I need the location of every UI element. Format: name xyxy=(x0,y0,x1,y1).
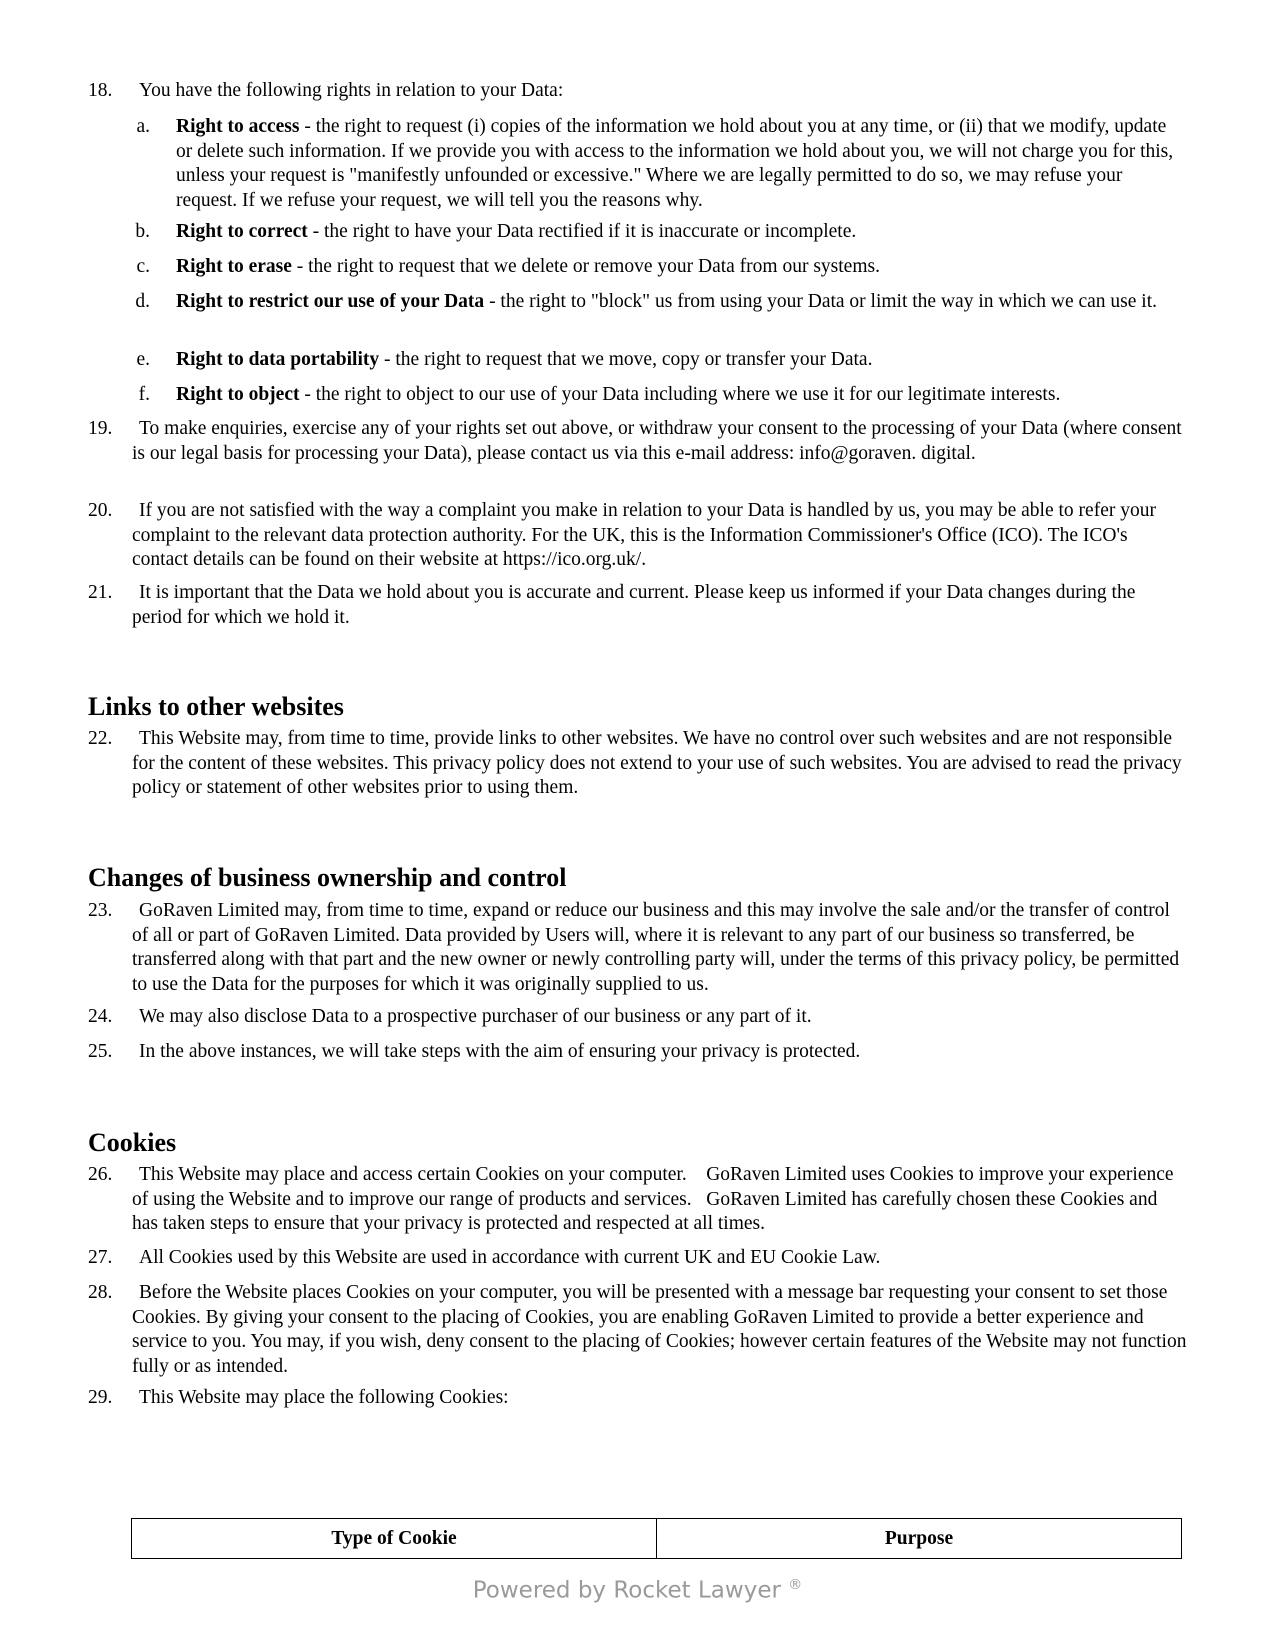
clause-23 xyxy=(88,899,1188,997)
clause-25 xyxy=(88,1040,1188,1065)
clause-text: This Website may place and access certain Cookies on your computer. GoRaven Limited uses Cookies to improve your experience of using the Website and to improve our range of products and services. GoRaven Limited has carefully chosen these Cookies and has taken steps to ensure that your privacy is protected and respected at all times. xyxy=(132,1164,1179,1234)
right-text: - the right to request that we move, copy or transfer your Data. xyxy=(379,349,873,370)
right-text: - the right to object to our use of your Data including where we use it for our legitimate interests. xyxy=(299,384,1061,405)
right-item-a xyxy=(136,115,1180,213)
right-item-d xyxy=(135,290,1180,315)
clause-text: Before the Website places Cookies on your computer, you will be presented with a message bar requesting your consent to set those Cookies. By giving your consent to the placing of Cookies, you are enabling GoRaven Limited to provide a better experience and service to you. You may, if you wish, deny consent to the placing of Cookies; however certain features of the Website may not function fully or as intended. xyxy=(132,1282,1187,1377)
clause-text: GoRaven Limited may, from time to time, expand or reduce our business and this may involve the sale and/or the transfer of control of all or part of GoRaven Limited. Data provided by Users will, where it is relevant to any part of our business so transferred, be transferred along with that part and the new owner or newly controlling party will, under the terms of this privacy policy, be permitted to use the Data for the purposes for which it was originally supplied to us. xyxy=(132,900,1180,995)
clause-27 xyxy=(88,1246,1188,1271)
section-heading-links: Links to other websites xyxy=(88,692,344,721)
table-header-purpose: Purpose xyxy=(657,1519,1182,1560)
right-text: - the right to have your Data rectified if it is inaccurate or incomplete. xyxy=(307,221,857,242)
clause-26 xyxy=(88,1163,1188,1237)
right-title: Right to correct xyxy=(176,221,308,242)
clause-20 xyxy=(88,499,1188,573)
table-header-type: Type of Cookie xyxy=(132,1519,657,1560)
clause-18 xyxy=(88,79,1188,104)
clause-number: 19. xyxy=(88,418,113,439)
clause-text: To make enquiries, exercise any of your rights set out above, or withdraw your consent to the processing of your Data (where consent is our legal basis for processing your Data), please contact us via this e-mail address: info@goraven. digital. xyxy=(132,418,1182,464)
clause-text: It is important that the Data we hold about you is accurate and current. Please keep us informed if your Data changes during the period for which we hold it. xyxy=(132,582,1136,628)
clause-28 xyxy=(88,1281,1188,1379)
right-text: - the right to "block" us from using your Data or limit the way in which we can use it. xyxy=(484,291,1158,312)
clause-number: 18. xyxy=(88,80,113,101)
clause-29 xyxy=(88,1386,1188,1411)
section-heading-cookies: Cookies xyxy=(88,1128,177,1157)
list-letter: d. xyxy=(135,291,150,312)
powered-by-footer xyxy=(0,1577,1275,1604)
right-title: Right to object xyxy=(176,384,300,405)
right-item-f xyxy=(138,383,1180,408)
table-header-row xyxy=(132,1519,1182,1560)
clause-number: 20. xyxy=(88,500,113,521)
right-item-e xyxy=(136,348,1180,373)
clause-number: 25. xyxy=(88,1041,113,1062)
list-letter: f. xyxy=(138,384,150,405)
section-heading-changes: Changes of business ownership and control xyxy=(88,863,567,892)
right-title: Right to access xyxy=(176,116,300,137)
clause-22 xyxy=(88,727,1188,801)
clause-number: 29. xyxy=(88,1387,113,1408)
registered-mark: ® xyxy=(788,1577,803,1593)
cookie-table xyxy=(131,1518,1182,1559)
clause-21 xyxy=(88,581,1188,630)
clause-text: All Cookies used by this Website are used in accordance with current UK and EU Cookie Law. xyxy=(139,1247,881,1268)
clause-text: This Website may, from time to time, provide links to other websites. We have no control over such websites and are not responsible for the content of these websites. This privacy policy does not extend to your use of such websites. You are advised to read the privacy policy or statement of other websites prior to using them. xyxy=(132,728,1182,798)
list-letter: b. xyxy=(135,221,150,242)
clause-24 xyxy=(88,1005,1188,1030)
list-letter: c. xyxy=(136,256,150,277)
clause-text: This Website may place the following Cookies: xyxy=(139,1387,509,1408)
clause-text: You have the following rights in relation to your Data: xyxy=(139,80,564,101)
clause-number: 22. xyxy=(88,728,113,749)
right-title: Right to restrict our use of your Data xyxy=(176,291,485,312)
right-title: Right to erase xyxy=(176,256,292,277)
list-letter: a. xyxy=(136,116,150,137)
clause-19 xyxy=(88,417,1188,466)
right-item-b xyxy=(135,220,1180,245)
clause-text: We may also disclose Data to a prospective purchaser of our business or any part of it. xyxy=(139,1006,812,1027)
list-letter: e. xyxy=(136,349,150,370)
clause-number: 24. xyxy=(88,1006,113,1027)
clause-number: 21. xyxy=(88,582,113,603)
clause-number: 28. xyxy=(88,1282,113,1303)
right-text: - the right to request that we delete or remove your Data from our systems. xyxy=(291,256,880,277)
clause-number: 27. xyxy=(88,1247,113,1268)
right-title: Right to data portability xyxy=(176,349,380,370)
right-item-c xyxy=(136,255,1180,280)
clause-text: In the above instances, we will take steps with the aim of ensuring your privacy is protected. xyxy=(139,1041,861,1062)
clause-number: 26. xyxy=(88,1164,113,1185)
clause-text: If you are not satisfied with the way a complaint you make in relation to your Data is handled by us, you may be able to refer your complaint to the relevant data protection authority. For the UK, this is the Information Commissioner's Office (ICO). The ICO's contact details can be found on their website at https://ico.org.uk/. xyxy=(132,500,1156,570)
table-divider xyxy=(131,1558,1182,1559)
footer-text: Powered by Rocket Lawyer xyxy=(472,1577,781,1604)
right-text: - the right to request (i) copies of the information we hold about you at any time, or (ii) that we modify, update or delete such information. If we provide you with access to the information we hold about you, we will not charge you for this, unless your request is "manifestly unfounded or excessive." Where we are legally permitted to do so, we may refuse your request. If we refuse your request, we will tell you the reasons why. xyxy=(176,116,1174,211)
clause-number: 23. xyxy=(88,900,113,921)
